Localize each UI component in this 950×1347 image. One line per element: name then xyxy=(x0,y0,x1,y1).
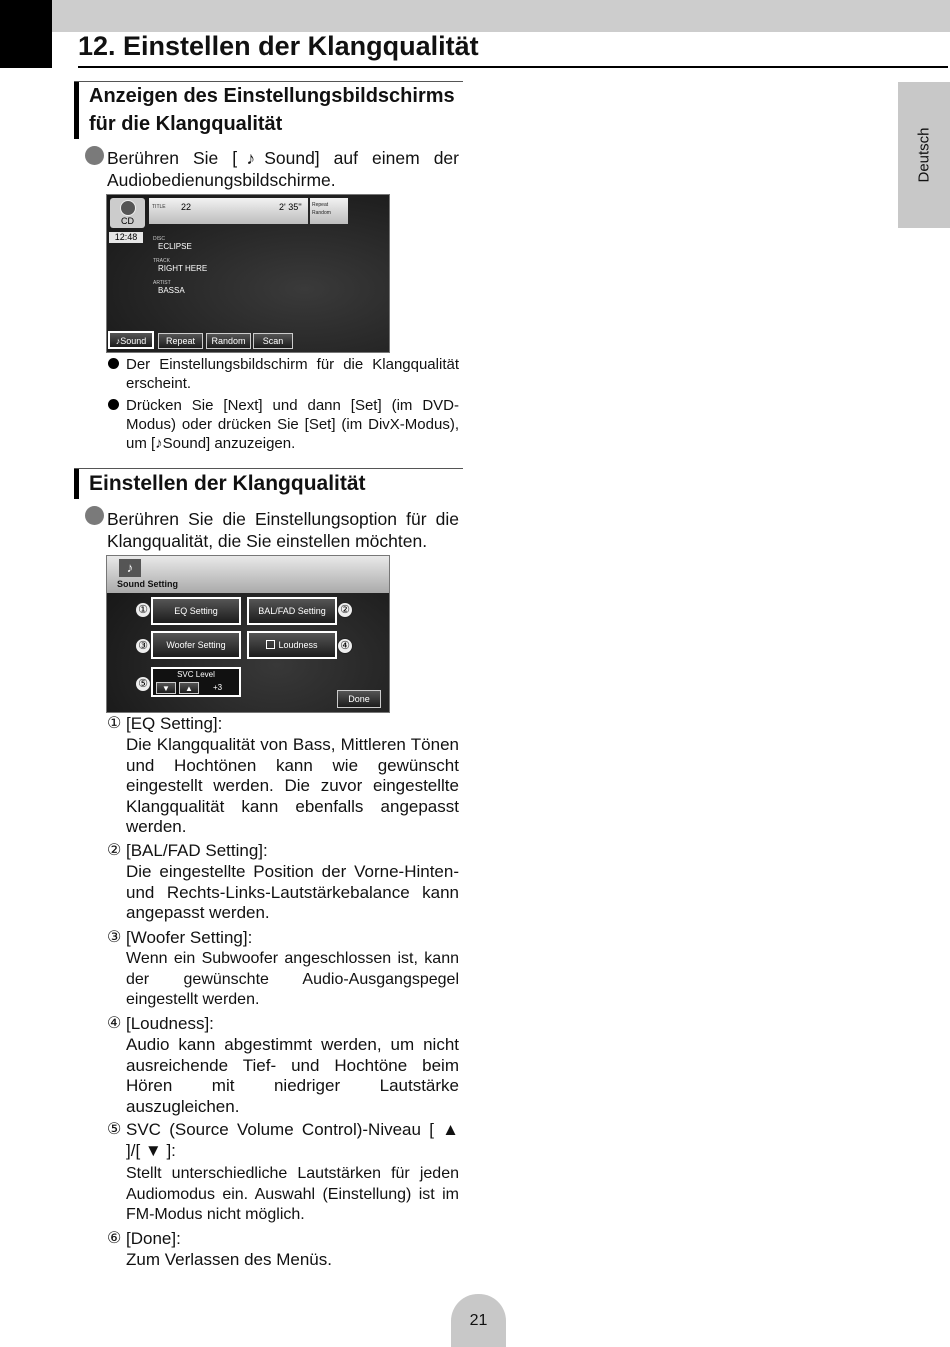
language-tab xyxy=(898,82,950,228)
artist-label: ARTIST xyxy=(153,280,171,286)
item-done xyxy=(107,1229,459,1273)
svc-level-control xyxy=(151,667,241,697)
section2-rule xyxy=(74,468,463,469)
sound-setting-title: Sound Setting xyxy=(117,579,178,589)
item-heading: [BAL/FAD Setting]: xyxy=(126,841,268,860)
section2-step-line1: Berühren Sie die Einstellungsoption für die xyxy=(107,509,459,529)
bullet-1-text: Der Einstellungsbildschirm für die Klangqualität erscheint. xyxy=(126,356,459,392)
section1-step-line2: Audiobedienungsbildschirme. xyxy=(107,170,336,190)
music-note-icon: ♪ xyxy=(119,559,141,577)
item-heading: [EQ Setting]: xyxy=(126,714,223,733)
sound-button[interactable]: ♪Sound xyxy=(108,331,154,349)
item-svc-level xyxy=(107,1120,459,1228)
section1-title-line1: Anzeigen des Einstellungsbildschirms xyxy=(89,85,455,107)
item-loudness xyxy=(107,1014,459,1120)
cd-source-button[interactable] xyxy=(110,198,145,228)
item-number: ④ xyxy=(107,1015,122,1032)
done-button[interactable]: Done xyxy=(337,690,381,708)
scan-button[interactable]: Scan xyxy=(253,333,293,349)
audio-screen xyxy=(106,194,390,353)
item-bal-fad-setting xyxy=(107,841,459,927)
item-heading: [Loudness]: xyxy=(126,1014,214,1033)
item-body: Die Klangqualität von Bass, Mittleren Tönen und Hochtönen kann wie gewünscht eingestellt werden. Die zuvor eingestellte Klangqualität kann ebenfalls angepasst werden. xyxy=(126,735,459,836)
mode-repeat: Repeat xyxy=(312,202,329,208)
play-time: 2' 35'' xyxy=(279,202,302,212)
item-body: Die eingestellte Position der Vorne-Hinten- und Rechts-Links-Lautstärkebalance kann angepasst werden. xyxy=(126,862,459,922)
item-eq-setting xyxy=(107,714,459,839)
header-black-corner xyxy=(0,0,52,68)
sound-setting-header xyxy=(107,556,389,593)
repeat-button[interactable]: Repeat xyxy=(158,333,203,349)
item-heading: [Woofer Setting]: xyxy=(126,928,253,947)
random-button[interactable]: Random xyxy=(206,333,251,349)
eq-setting-button[interactable]: EQ Setting xyxy=(151,597,241,625)
mode-random: Random xyxy=(312,210,331,216)
item-body: Wenn ein Subwoofer angeschlossen ist, kann der gewünschte Audio-Ausgangspegel eingestellt werden. xyxy=(126,950,459,1008)
cd-disc-icon xyxy=(120,200,136,216)
bullet-2 xyxy=(108,396,459,454)
loudness-checkbox-icon xyxy=(266,640,275,649)
svc-down-button[interactable]: ▼ xyxy=(156,682,176,694)
track-value: RIGHT HERE xyxy=(158,264,208,273)
page-number: 21 xyxy=(469,1312,488,1329)
item-number: ③ xyxy=(107,929,122,946)
marker-5: ⑤ xyxy=(135,676,151,692)
title-panel xyxy=(149,198,308,224)
item-number: ① xyxy=(107,715,122,732)
section1-title-line2: für die Klangqualität xyxy=(89,113,283,135)
item-woofer-setting xyxy=(107,928,459,1014)
chapter-rule xyxy=(78,66,948,68)
item-number: ⑤ xyxy=(107,1121,122,1138)
item-body: Audio kann abgestimmt werden, um nicht ausreichende Tief- und Hochtöne beim Hören mit niedriger Lautstärke auszugleichen. xyxy=(126,1035,459,1116)
title-value: 22 xyxy=(181,202,192,212)
marker-1: ① xyxy=(135,602,151,618)
disc-value: ECLIPSE xyxy=(158,242,192,251)
bullet-dot-icon xyxy=(108,358,119,369)
section1-rule xyxy=(74,81,463,82)
item-number: ② xyxy=(107,842,122,859)
chapter-title: 12. Einstellen der Klangqualität xyxy=(78,31,479,61)
svc-level-label: SVC Level xyxy=(177,670,215,679)
header-bar xyxy=(52,0,950,32)
section1-bar xyxy=(74,82,79,139)
bullet-1 xyxy=(108,355,459,393)
item-body: Zum Verlassen des Menüs. xyxy=(126,1250,332,1269)
step-marker-icon xyxy=(85,506,104,525)
step-marker-icon xyxy=(85,146,104,165)
clock: 12:48 xyxy=(109,232,143,243)
item-heading: [Done]: xyxy=(126,1229,181,1248)
marker-4: ④ xyxy=(337,638,353,654)
svc-level-value: +3 xyxy=(213,683,223,692)
bal-fad-setting-button[interactable]: BAL/FAD Setting xyxy=(247,597,337,625)
disc-label: DISC xyxy=(153,236,165,242)
track-label: TRACK xyxy=(153,258,170,264)
source-label: CD xyxy=(121,216,134,226)
svc-up-button[interactable]: ▲ xyxy=(179,682,199,694)
section1-step-line1: Berühren Sie [♪Sound] auf einem der xyxy=(107,148,459,168)
woofer-setting-button[interactable]: Woofer Setting xyxy=(151,631,241,659)
loudness-button[interactable] xyxy=(247,631,337,659)
title-label: TITLE xyxy=(152,204,166,210)
language-tab-label: Deutsch xyxy=(915,127,933,183)
artist-value: BASSA xyxy=(158,286,185,295)
section2-step-line2: Klangqualität, die Sie einstellen möchten. xyxy=(107,531,428,551)
marker-3: ③ xyxy=(135,638,151,654)
bullet-dot-icon xyxy=(108,399,119,410)
bullet-2-text: Drücken Sie [Next] und dann [Set] (im DVD-Modus) oder drücken Sie [Set] (im DivX-Modus), um [♪Sound] anzuzeigen. xyxy=(126,397,459,452)
section2-title: Einstellen der Klangqualität xyxy=(89,472,366,495)
loudness-label: Loudness xyxy=(278,640,318,650)
item-heading: SVC (Source Volume Control)-Niveau [ ▲ ]/[ ▼ ]: xyxy=(126,1120,459,1160)
section2-bar xyxy=(74,469,79,499)
page-number-tab xyxy=(451,1294,506,1347)
marker-2: ② xyxy=(337,602,353,618)
sound-setting-screen xyxy=(106,555,390,713)
mode-panel xyxy=(310,198,348,224)
item-body: Stellt unterschiedliche Lautstärken für jeden Audiomodus ein. Auswahl (Einstellung) ist im FM-Modus nicht möglich. xyxy=(126,1165,459,1223)
item-number: ⑥ xyxy=(107,1230,122,1247)
